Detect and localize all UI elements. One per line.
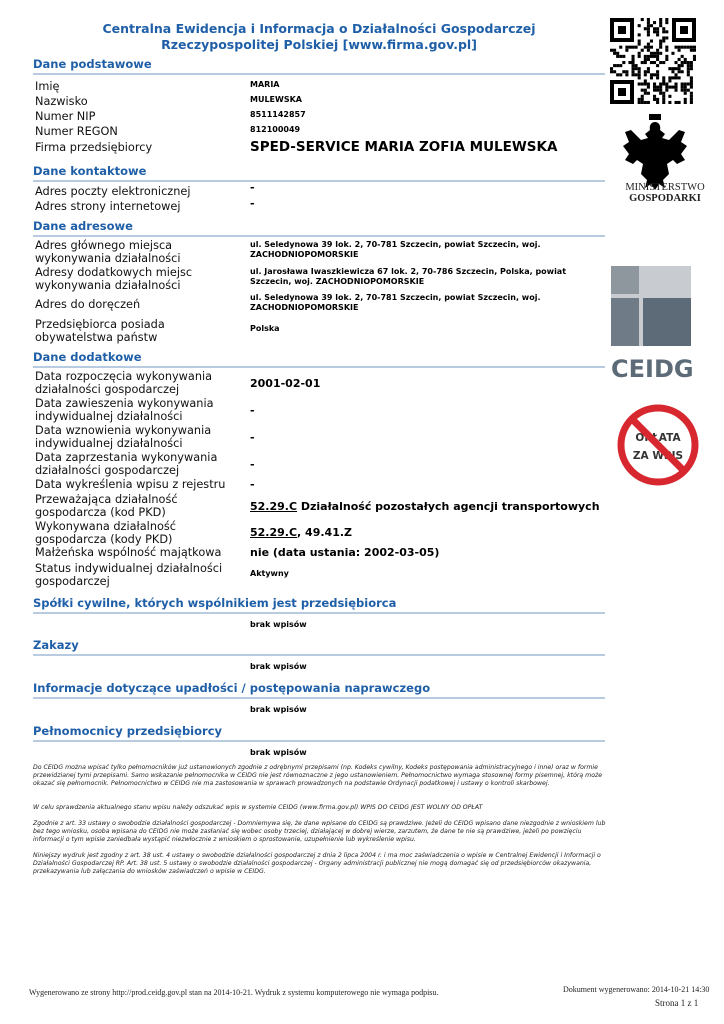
label-data-zaprzestania: Data zaprzestania wykonywania działalności gospodarczej xyxy=(35,451,218,477)
label-nazwisko: Nazwisko xyxy=(35,95,88,108)
pkd-other-codes: , 49.41.Z xyxy=(297,526,353,539)
value-nip: 8511142857 xyxy=(250,110,306,119)
stamp-text-oplata: OPŁATA xyxy=(635,432,681,444)
ceidg-logo-text: CEIDG xyxy=(611,355,694,383)
value-obywatelstwo: Polska xyxy=(250,324,280,333)
note-sprawdzenie: W celu sprawdzenia aktualnego stanu wpisu należy odszukać wpis w systemie CEIDG (www.firma.gov.pl) WPIS DO CEIDG JEST WOLNY OD OPŁAT xyxy=(33,804,483,811)
note-art-33: Zgodnie z art. 33 ustawy o swobodzie działalności gospodarczej - Domniemywa się, że dane wpisane do CEIDG są prawdziwe. Jeżeli do CEIDG wpisano dane niezgodnie z wnioskiem lub bez tego wniosku, osoba wpisana do CEIDG nie może zasłaniać się wobec osoby trzeciej, działającej w dobrej wierze, zarzutem, że dane te nie są prawdziwe, jeżeli po powzięciu informacji o tym wpisie zaniedbała wystąpić niezwłocznie z wnioskiem o sprostowanie, uzupełnienie lub wykreślenie wpisu. xyxy=(33,820,606,843)
section-zakazy: Zakazy xyxy=(33,638,605,656)
value-data-rozpoczecia: 2001-02-01 xyxy=(250,377,321,390)
label-firma: Firma przedsiębiorcy xyxy=(35,141,153,154)
section-dane-podstawowe: Dane podstawowe xyxy=(33,57,605,75)
eagle-emblem-icon xyxy=(623,114,687,190)
value-adres-glowny: ul. Seledynowa 39 lok. 2, 70-781 Szczecin, powiat Szczecin, woj. ZACHODNIOPOMORSKIE xyxy=(250,240,541,259)
label-nip: Numer NIP xyxy=(35,110,96,123)
label-adres-glowny: Adres głównego miejsca wykonywania działalności xyxy=(35,239,181,265)
value-data-wykreslenia: - xyxy=(250,478,255,491)
ministry-name-line-1: MINISTERSTWO xyxy=(625,182,705,193)
value-przewazajaca-pkd xyxy=(250,500,605,513)
footer-generated-from: Wygenerowano ze strony http://prod.ceidg.gov.pl stan na 2014-10-21. Wydruk z systemu komputerowego nie wymaga podpisu. xyxy=(29,988,439,997)
value-wykonywana-pkd xyxy=(250,526,605,539)
value-www: - xyxy=(250,197,255,210)
title-line-1: Centralna Ewidencja i Informacja o Działalności Gospodarczej xyxy=(102,21,536,36)
qr-code xyxy=(610,18,696,104)
note-pelnomocnicy: Do CEIDG można wpisać tylko pełnomocników już ustanowionych zgodnie z odrębnymi przepisami (np. Kodeks cywilny, Kodeks postępowania administracyjnego i inne) oraz w formie przewidzianej tymi przepisami. Samo wskazanie pełnomocnika w CEIDG nie jest równoznaczne z jego ustanowieniem. Pełnomocnictwo wymaga stosownej formy pisemnej, którą może okazać się pełnomocnik. Pełnomocnictwo w CEIDG nie ma zastosowania w sprawach prowadzonych na podstawie Ordynacji podatkowej i ustawy o kontroli skarbowej. xyxy=(33,764,603,787)
value-wspolnosc-majatkowa: nie (data ustania: 2002-03-05) xyxy=(250,546,440,559)
footer-page-number: Strona 1 z 1 xyxy=(655,998,699,1008)
label-data-wykreslenia: Data wykreślenia wpisu z rejestru xyxy=(35,478,226,491)
value-regon: 812100049 xyxy=(250,125,301,134)
stamp-text-za-wpis: ZA WPIS xyxy=(632,450,684,462)
label-wspolnosc-majatkowa: Małżeńska wspólność majątkowa xyxy=(35,546,222,559)
section-pelnomocnicy: Pełnomocnicy przedsiębiorcy xyxy=(33,724,605,742)
value-adres-doreczen: ul. Seledynowa 39 lok. 2, 70-781 Szczecin, powiat Szczecin, woj. ZACHODNIOPOMORSKIE xyxy=(250,293,541,312)
label-obywatelstwo: Przedsiębiorca posiada obywatelstwa państw xyxy=(35,318,165,344)
section-dane-dodatkowe: Dane dodatkowe xyxy=(33,350,605,368)
no-fee-stamp-icon xyxy=(621,408,695,482)
label-przewazajaca-pkd: Przeważająca działalność gospodarcza (kod PKD) xyxy=(35,493,178,519)
label-data-wznowienia: Data wznowienia wykonywania indywidualnej działalności xyxy=(35,424,212,450)
value-data-zaprzestania: - xyxy=(250,458,255,471)
section-dane-adresowe: Dane adresowe xyxy=(33,219,605,237)
label-status: Status indywidualnej działalności gospodarczej xyxy=(35,562,223,588)
label-www: Adres strony internetowej xyxy=(35,200,181,213)
label-regon: Numer REGON xyxy=(35,125,118,138)
ceidg-logo-icon xyxy=(611,266,691,346)
value-status: Aktywny xyxy=(250,569,289,578)
section-spolki-cywilne: Spółki cywilne, których wspólnikiem jest przedsiębiorca xyxy=(33,596,605,614)
value-zakazy-brak: brak wpisów xyxy=(250,662,307,671)
pkd-link-52-29-c[interactable]: 52.29.C xyxy=(250,500,298,513)
value-email: - xyxy=(250,181,255,194)
document-title xyxy=(33,21,605,53)
pkd-description: Działalność pozostałych agencji transportowych xyxy=(297,500,600,513)
section-dane-kontaktowe: Dane kontaktowe xyxy=(33,164,605,182)
label-data-rozpoczecia: Data rozpoczęcia wykonywania działalności gospodarczej xyxy=(35,370,213,396)
value-firma: SPED-SERVICE MARIA ZOFIA MULEWSKA xyxy=(250,139,558,155)
value-nazwisko: MULEWSKA xyxy=(250,95,302,104)
footer-generated-date: Dokument wygenerowano: 2014-10-21 14:30 xyxy=(563,985,710,994)
label-imie: Imię xyxy=(35,80,60,93)
label-adresy-dodatkowe: Adresy dodatkowych miejsc wykonywania działalności xyxy=(35,266,193,292)
sidebar-graphics xyxy=(607,0,724,500)
sidebar xyxy=(607,0,724,1024)
label-wykonywana-pkd: Wykonywana działalność gospodarcza (kody PKD) xyxy=(35,520,176,546)
value-pelnomocnicy-brak: brak wpisów xyxy=(250,748,307,757)
value-spolki-brak: brak wpisów xyxy=(250,620,307,629)
value-data-wznowienia: - xyxy=(250,431,255,444)
ministry-name-line-2: GOSPODARKI xyxy=(629,193,701,204)
label-data-zawieszenia: Data zawieszenia wykonywania indywidualnej działalności xyxy=(35,397,214,423)
value-upadlosc-brak: brak wpisów xyxy=(250,705,307,714)
value-imie: MARIA xyxy=(250,80,280,89)
label-adres-doreczen: Adres do doręczeń xyxy=(35,298,141,311)
title-line-2: Rzeczypospolitej Polskiej [www.firma.gov.pl] xyxy=(161,37,477,52)
pkd-link-52-29-c-2[interactable]: 52.29.C xyxy=(250,526,298,539)
value-data-zawieszenia: - xyxy=(250,404,255,417)
note-art-38: Niniejszy wydruk jest zgodny z art. 38 ust. 4 ustawy o swobodzie działalności gospodarczej z dnia 2 lipca 2004 r. i ma moc zaświadczenia o wpisie w Centralnej Ewidencji i Informacji o Działalności Gospodarczej RP. Art. 38 ust. 5 ustawy o swobodzie działalności gospodarczej - Organy administracji publicznej nie mogą domagać się od przedsiębiorców okazywania, przekazywania lub załączania do wniosków zaświadczeń o wpisie w CEIDG. xyxy=(33,852,601,875)
label-email: Adres poczty elektronicznej xyxy=(35,185,191,198)
value-adresy-dodatkowe: ul. Jarosława Iwaszkiewicza 67 lok. 2, 70-786 Szczecin, Polska, powiat Szczecin, woj. ZACHODNIOPOMORSKIE xyxy=(250,267,567,286)
section-upadlosc: Informacje dotyczące upadłości / postępowania naprawczego xyxy=(33,681,605,699)
